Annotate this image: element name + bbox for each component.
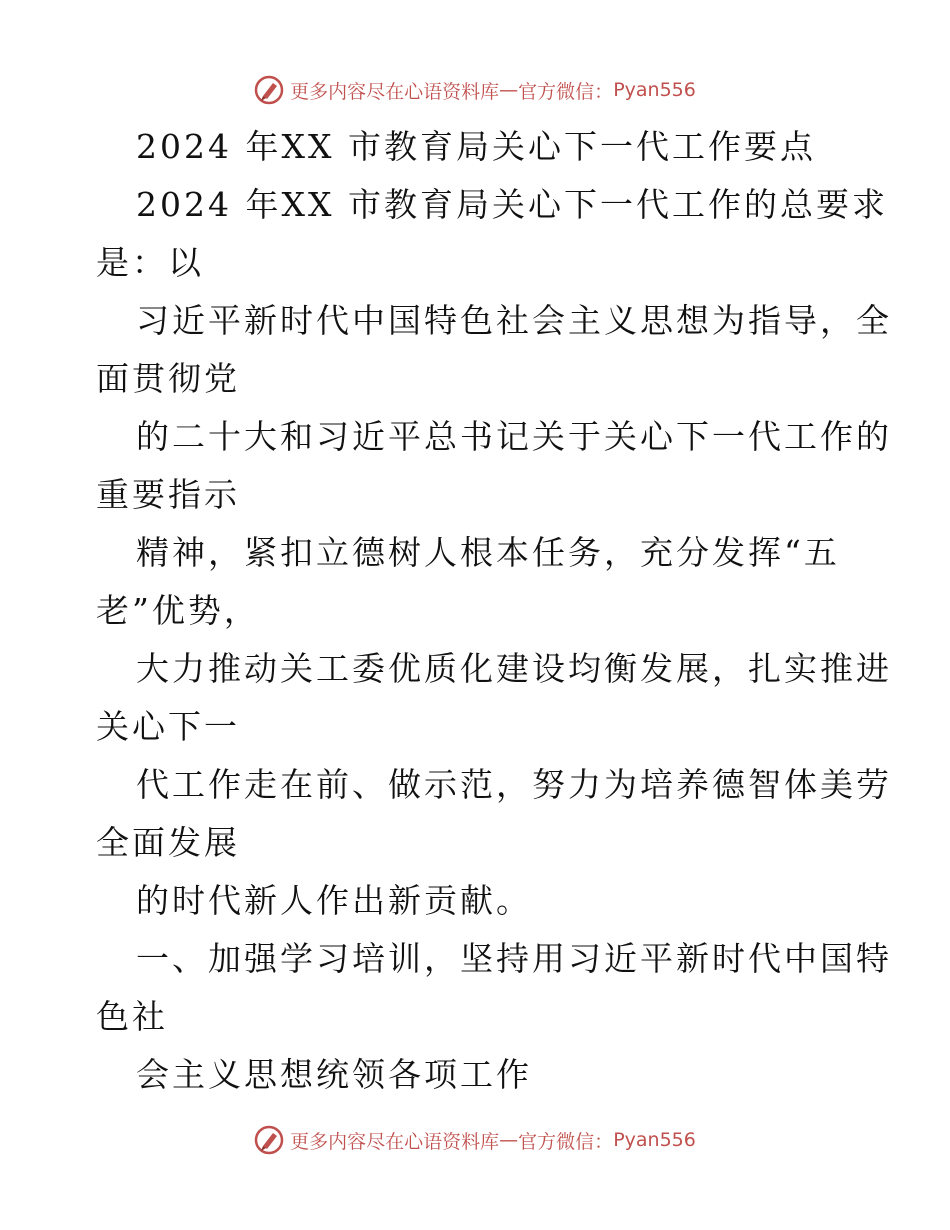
section-heading-line: 一、加强学习培训，坚持用习近平新时代中国特 [136, 939, 892, 978]
document-title: 2024 年XX 市教育局关心下一代工作要点 [136, 127, 816, 166]
watermark-text: 更多内容尽在心语资料库 [290, 1130, 500, 1153]
watermark-channel: 官方微信： [518, 1130, 614, 1153]
document-body [96, 118, 892, 1104]
paragraph-line: 是：以 [96, 243, 204, 282]
watermark-handle: Pyan556 [613, 79, 696, 101]
watermark-header [0, 70, 950, 110]
paragraph-line: 习近平新时代中国特色社会主义思想为指导，全 [136, 301, 892, 340]
paragraph-line: 面贯彻党 [96, 359, 240, 398]
watermark-separator: — [499, 1129, 519, 1151]
paragraph-line: 重要指示 [96, 475, 240, 514]
paragraph-line: 的时代新人作出新贡献。 [136, 881, 532, 920]
paragraph-line: 精神，紧扣立德树人根本任务，充分发挥“五 [136, 533, 840, 572]
section-heading-line: 会主义思想统领各项工作 [136, 1055, 532, 1094]
watermark-handle: Pyan556 [613, 1129, 696, 1151]
section-heading-line: 色社 [96, 997, 168, 1036]
watermark-text: 更多内容尽在心语资料库 [290, 80, 500, 103]
paragraph-line: 全面发展 [96, 823, 240, 862]
watermark-channel: 官方微信： [518, 80, 614, 103]
pen-logo-icon [254, 75, 284, 105]
watermark-separator: — [499, 79, 519, 101]
paragraph-line: 的二十大和习近平总书记关于关心下一代工作的 [136, 417, 892, 456]
paragraph-line: 代工作走在前、做示范，努力为培养德智体美劳 [136, 765, 892, 804]
paragraph-line: 关心下一 [96, 707, 240, 746]
paragraph-line: 2024 年XX 市教育局关心下一代工作的总要求 [136, 185, 888, 224]
pen-logo-icon [254, 1125, 284, 1155]
paragraph-line: 大力推动关工委优质化建设均衡发展，扎实推进 [136, 649, 892, 688]
paragraph-line: 老”优势， [96, 591, 260, 630]
watermark-footer [0, 1120, 950, 1160]
